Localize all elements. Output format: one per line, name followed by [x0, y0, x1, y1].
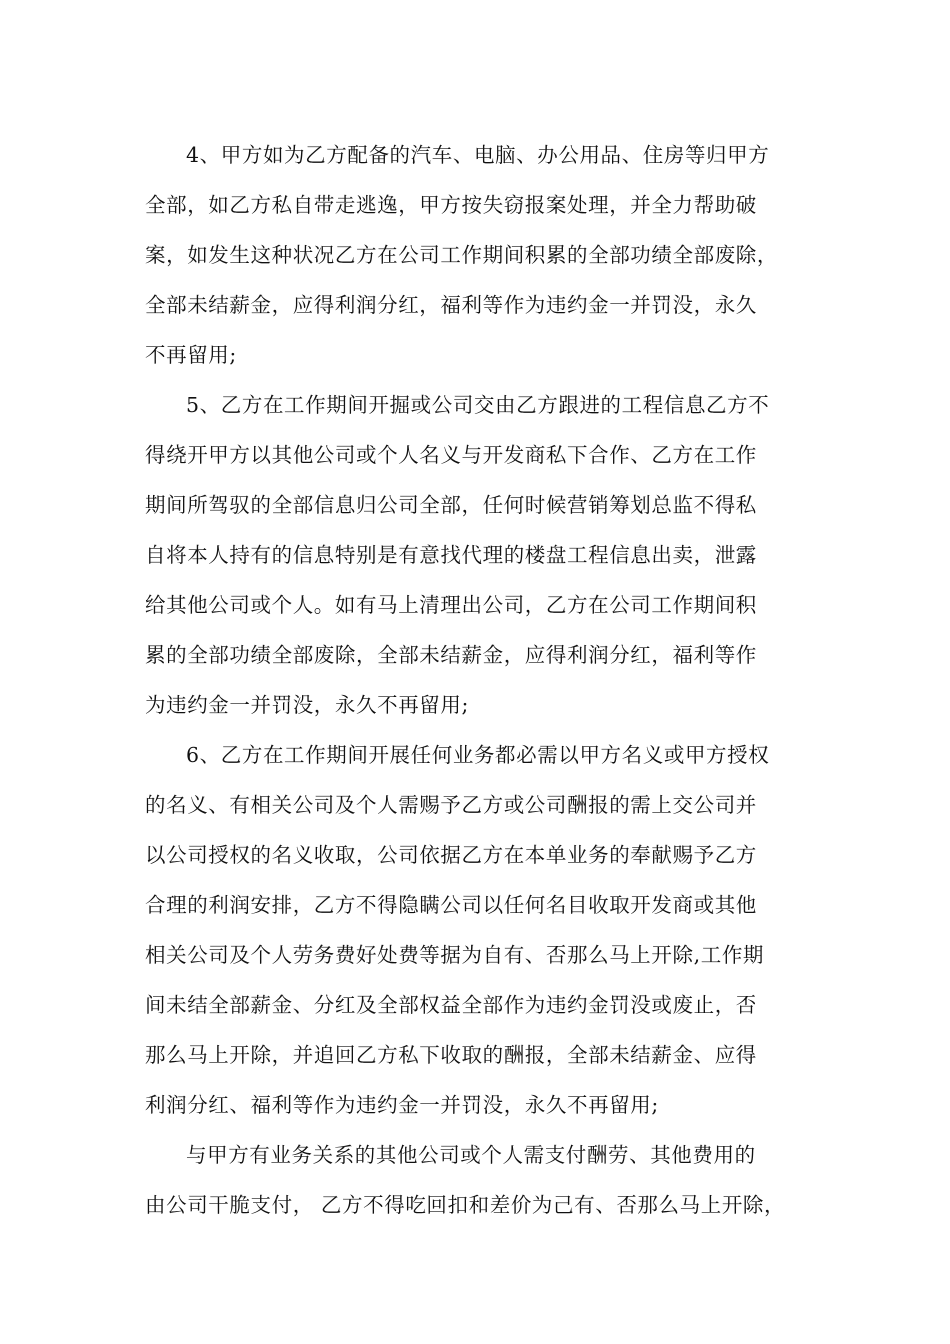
text-line: 自将本人持有的信息特别是有意找代理的楼盘工程信息出卖，泄露 [145, 543, 757, 567]
document-body [145, 130, 825, 1230]
text-line: 得绕开甲方以其他公司或个人名义与开发商私下合作、乙方在工作 [145, 443, 757, 467]
text-line: 与甲方有业务关系的其他公司或个人需支付酬劳、其他费用的 [186, 1143, 756, 1167]
paragraph-clause-5 [145, 380, 825, 730]
text-line: 5、乙方在工作期间开掘或公司交由乙方跟进的工程信息乙方不 [186, 393, 770, 417]
text-line: 利润分红、福利等作为违约金一并罚没，永久不再留用; [145, 1093, 659, 1117]
text-line: 期间所驾驭的全部信息归公司全部，任何时候营销筹划总监不得私 [145, 493, 757, 517]
text-line: 累的全部功绩全部废除，全部未结薪金，应得利润分红，福利等作 [145, 643, 757, 667]
text-line: 相关公司及个人劳务费好处费等据为自有、否那么马上开除,工作期 [145, 943, 765, 967]
text-line: 以公司授权的名义收取，公司依据乙方在本单业务的奉献赐予乙方 [145, 843, 757, 867]
text-line: 全部未结薪金，应得利润分红，福利等作为违约金一并罚没，永久 [145, 293, 757, 317]
paragraph-clause-4 [145, 130, 825, 380]
text-line: 由公司干脆支付， 乙方不得吃回扣和差价为己有、否那么马上开除， [145, 1193, 786, 1217]
text-line: 为违约金一并罚没，永久不再留用; [145, 693, 470, 717]
text-line: 4、甲方如为乙方配备的汽车、电脑、办公用品、住房等归甲方 [186, 143, 770, 167]
text-line: 不再留用; [145, 343, 237, 367]
paragraph-clause-6 [145, 730, 825, 1130]
text-line: 给其他公司或个人。如有马上清理出公司，乙方在公司工作期间积 [145, 593, 757, 617]
text-line: 合理的利润安排，乙方不得隐瞒公司以任何名目收取开发商或其他 [145, 893, 757, 917]
text-line: 的名义、有相关公司及个人需赐予乙方或公司酬报的需上交公司并 [145, 793, 757, 817]
paragraph-business-relations [145, 1130, 825, 1230]
text-line: 案，如发生这种状况乙方在公司工作期间积累的全部功绩全部废除， [145, 243, 778, 267]
text-line: 6、乙方在工作期间开展任何业务都必需以甲方名义或甲方授权 [186, 743, 770, 767]
text-line: 全部，如乙方私自带走逃逸，甲方按失窃报案处理，并全力帮助破 [145, 193, 757, 217]
text-line: 那么马上开除，并追回乙方私下收取的酬报，全部未结薪金、应得 [145, 1043, 757, 1067]
text-line: 间未结全部薪金、分红及全部权益全部作为违约金罚没或废止，否 [145, 993, 757, 1017]
